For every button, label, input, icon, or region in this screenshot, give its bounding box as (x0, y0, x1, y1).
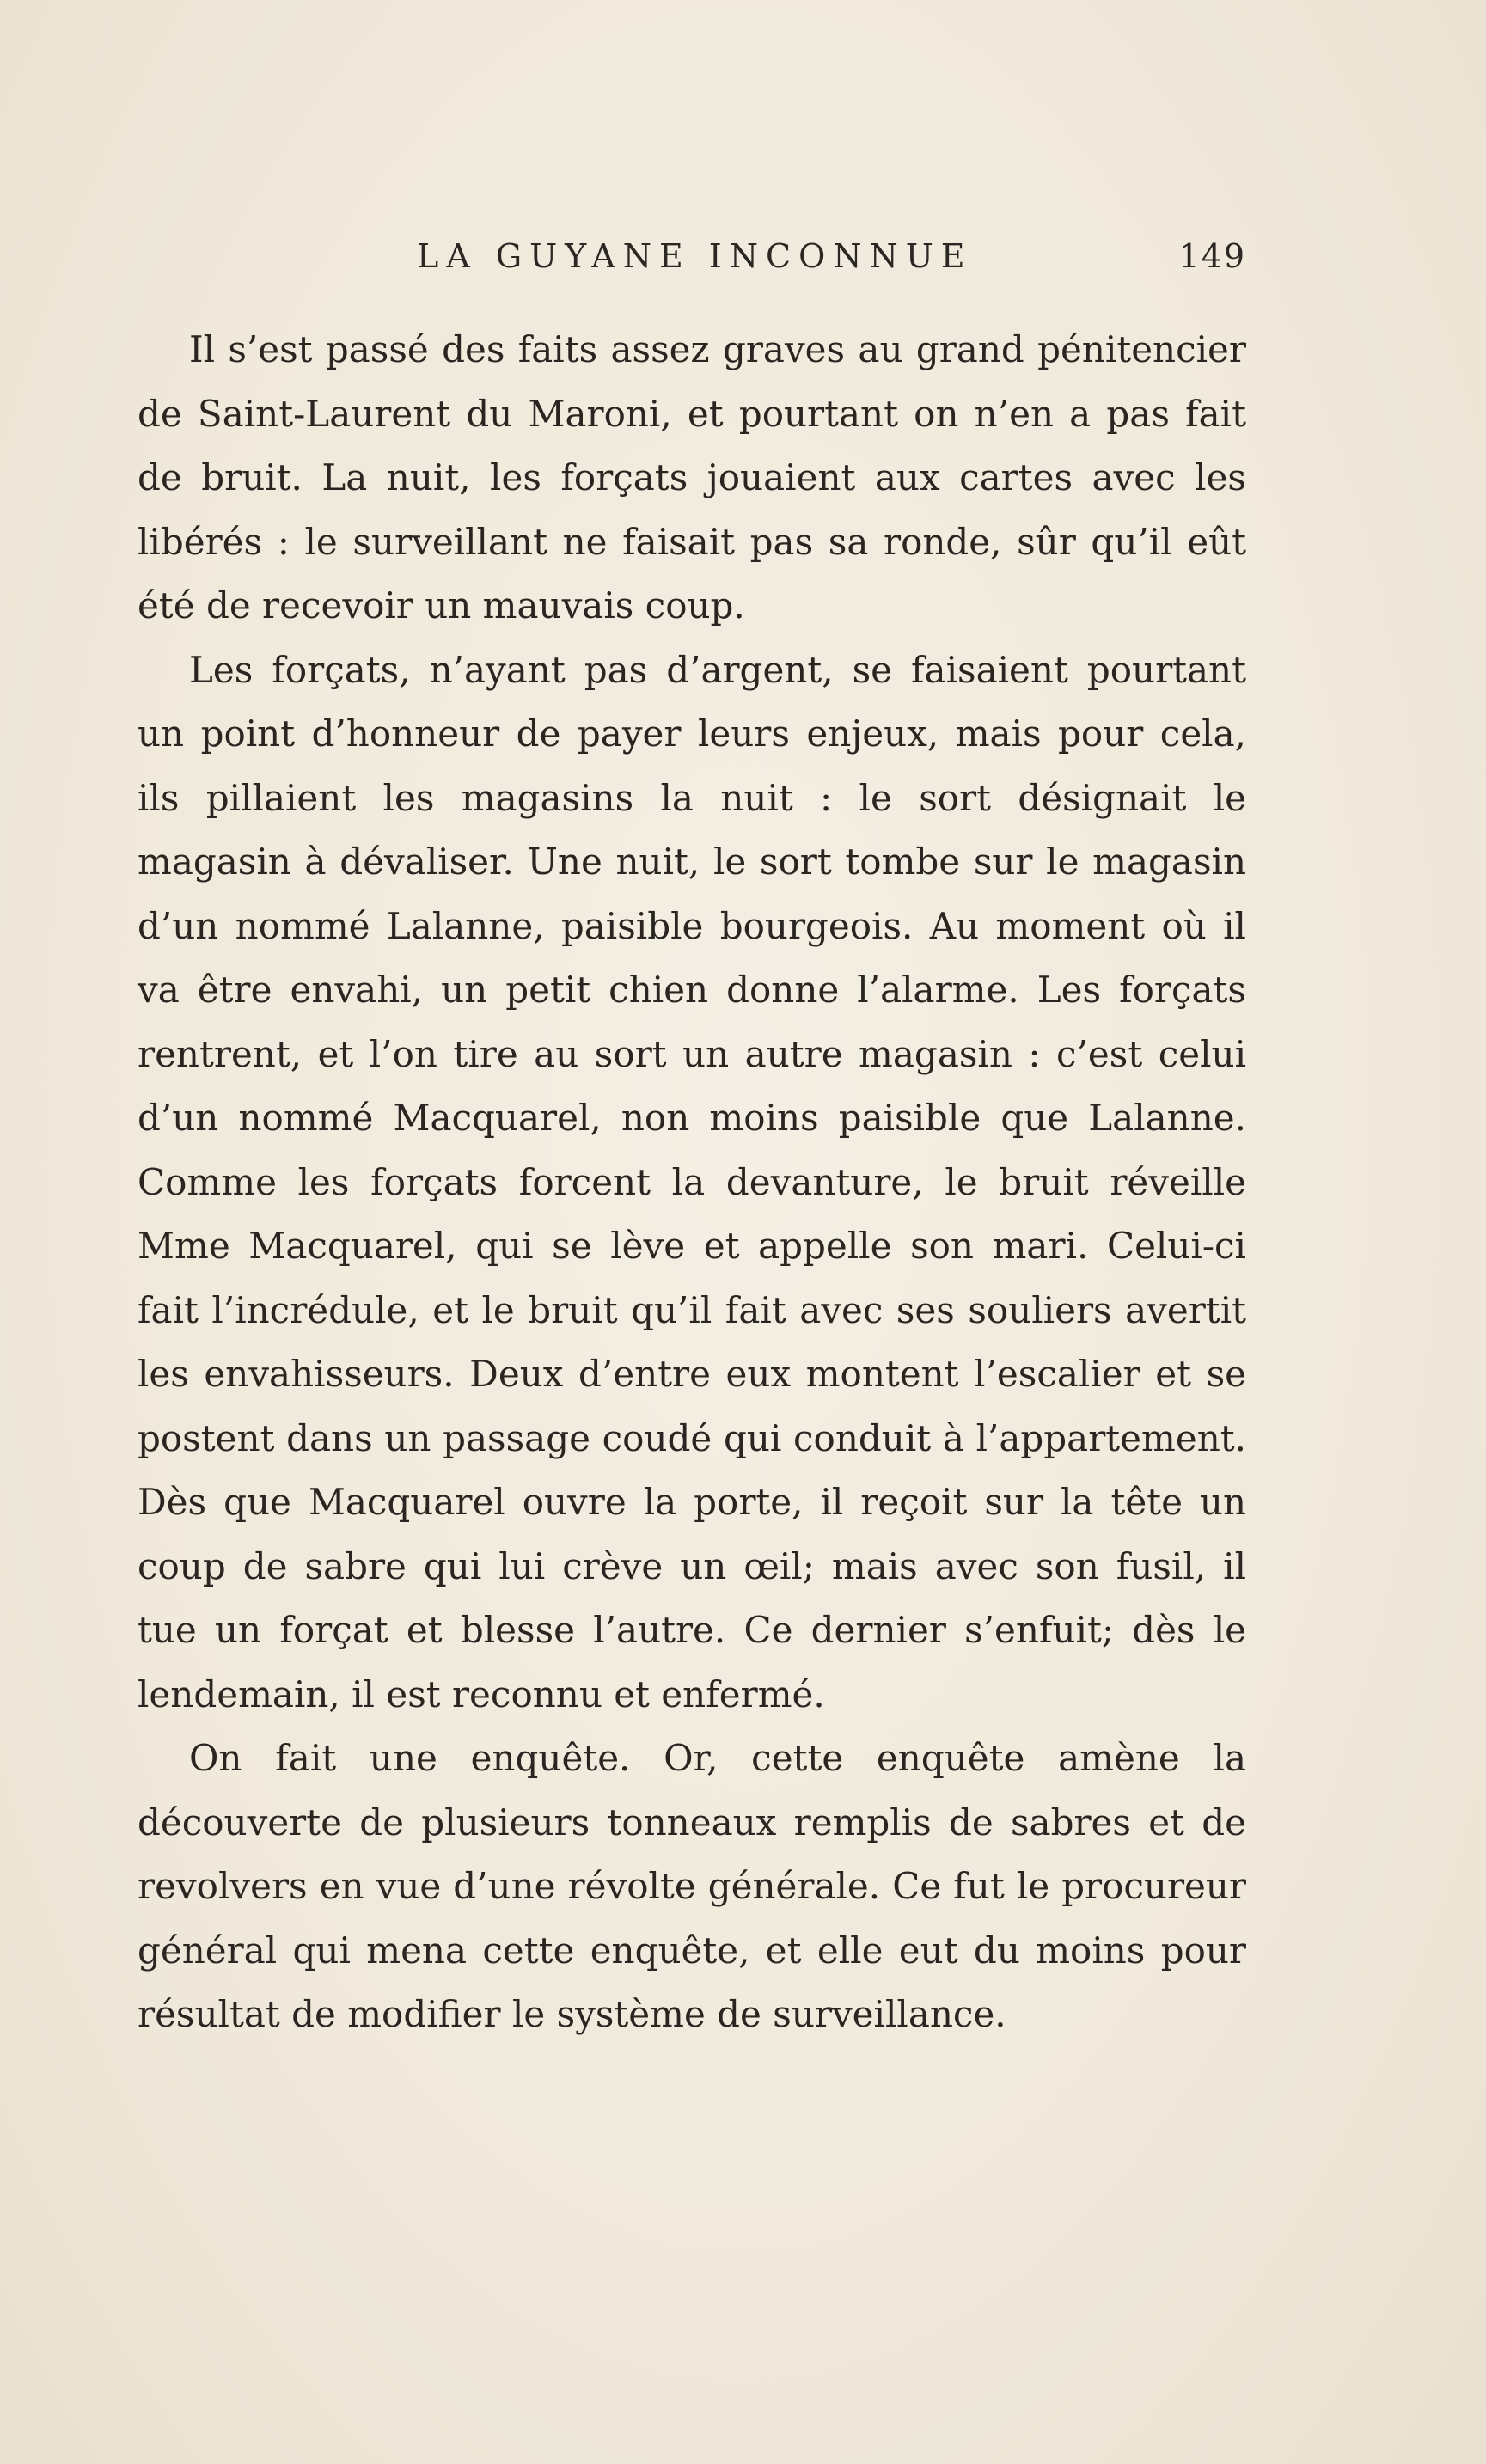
paragraph-2: Les forçats, n’ayant pas d’argent, se faisaient pourtant un point d’honneur de payer leurs enjeux, mais pour cela, ils pillaient les magasins la nuit : le sort désignait le magasin à dévaliser. Une nuit, le sort tombe sur le magasin d’un nommé Lalanne, paisible bourgeois. Au moment où il va être envahi, un petit chien donne l’alarme. Les forçats rentrent, et l’on tire au sort un autre magasin : c’est celui d’un nommé Macquarel, non moins paisible que Lalanne. Comme les forçats forcent la devanture, le bruit réveille Mme Macquarel, qui se lève et appelle son mari. Celui-ci fait l’incrédule, et le bruit qu’il fait avec ses souliers avertit les envahisseurs. Deux d’entre eux montent l’escalier et se postent dans un passage coudé qui conduit à l’appartement. Dès que Macquarel ouvre la porte, il reçoit sur la tête un coup de sabre qui lui crève un œil; mais avec son fusil, il tue un forçat et blesse l’autre. Ce dernier s’enfuit; dès le lendemain, il est reconnu et enfermé. (138, 648, 1246, 1715)
paragraph-3: On fait une enquête. Or, cette enquête amène la découverte de plusieurs tonneaux remplis de sabres et de revolvers en vue d’une révolte générale. Ce fut le procureur général qui mena cette enquête, et elle eut du moins pour résultat de modifier le système de surveillance. (138, 1737, 1246, 2035)
body-text (138, 318, 1246, 2047)
paragraph-1: Il s’est passé des faits assez graves au grand pénitencier de Saint-Laurent du Maroni, et pourtant on n’en a pas fait de bruit. La nuit, les forçats jouaient aux cartes avec les libérés : le surveillant ne faisait pas sa ronde, sûr qu’il eût été de recevoir un mauvais coup. (138, 328, 1246, 627)
running-title: LA GUYANE INCONNUE (417, 237, 973, 275)
page-number: 149 (1178, 237, 1246, 275)
page-header (138, 230, 1246, 282)
